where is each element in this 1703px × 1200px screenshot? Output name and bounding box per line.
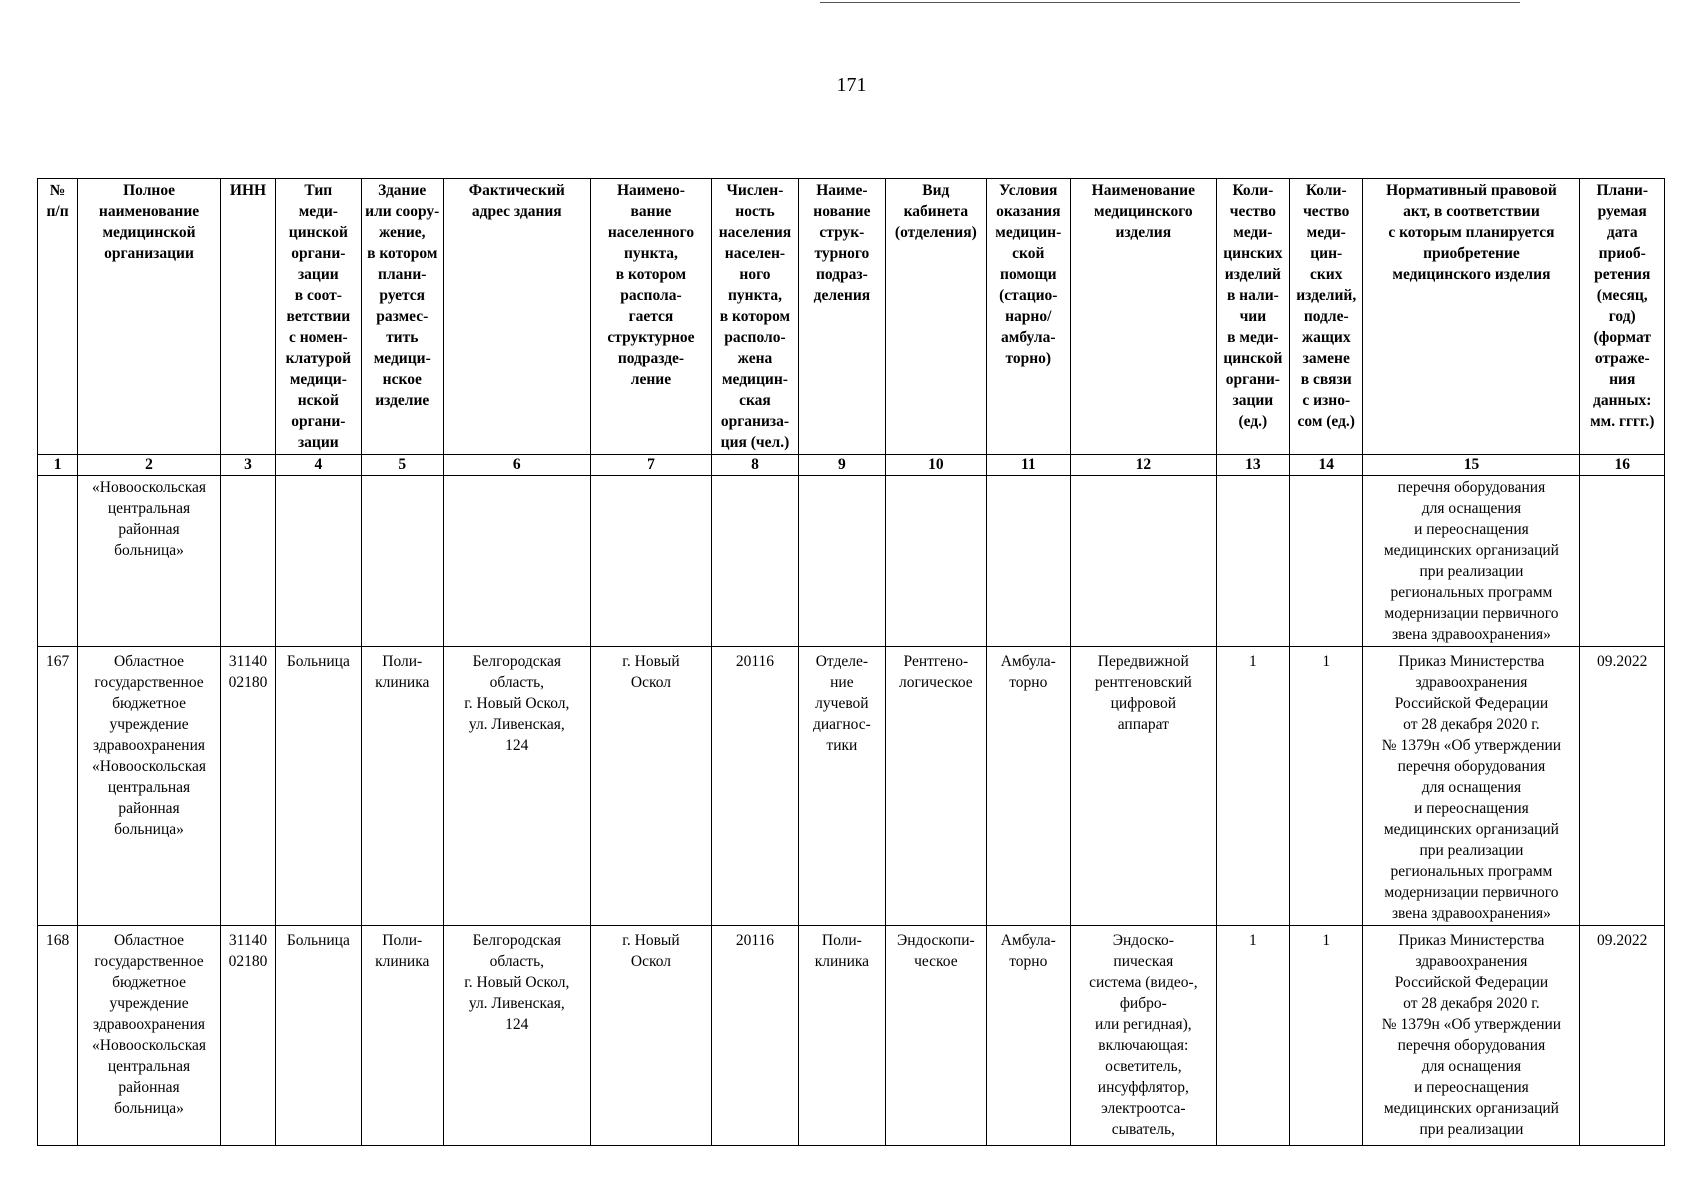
column-number: 8	[712, 455, 798, 476]
cell-number	[38, 476, 78, 647]
cell-date: 09.2022	[1580, 926, 1665, 1146]
cell-locality: г. Новый Оскол	[590, 647, 712, 926]
header-cabinet: Вид кабинета (отделения)	[886, 179, 986, 455]
cell-legal-act: Приказ Министерства здравоохранения Российской Федерации от 28 декабря 2020 г. № 1379н «Об утверждении перечня оборудования для оснащения и переоснащения медицинских организаций при реализации	[1363, 926, 1580, 1146]
column-number: 16	[1580, 455, 1665, 476]
header-org-name: Полное наименование медицинской организации	[78, 179, 221, 455]
cell-org-type: Больница	[276, 926, 361, 1146]
cell-device: Эндоско- пическая система (видео-, фибро- или регидная), включающая: осветитель, инсуффлятор, электроотса- сыватель,	[1070, 926, 1216, 1146]
header-address: Фактический адрес здания	[443, 179, 590, 455]
cell-device: Передвижной рентгеновский цифровой аппарат	[1070, 647, 1216, 926]
cell-locality: г. Новый Оскол	[590, 926, 712, 1146]
cell-population: 20116	[712, 926, 798, 1146]
cell-locality	[590, 476, 712, 647]
column-number: 6	[443, 455, 590, 476]
cell-building	[361, 476, 443, 647]
header-population: Числен- ность населения населен- ного пункта, в котором располо- жена медицин- ская организа- ция (чел.)	[712, 179, 798, 455]
table-row	[38, 926, 1665, 1146]
header-conditions: Условия оказания медицин- ской помощи (стацио- нарно/ амбула- торно)	[986, 179, 1070, 455]
cell-population: 20116	[712, 647, 798, 926]
column-number: 5	[361, 455, 443, 476]
cell-legal-act: Приказ Министерства здравоохранения Российской Федерации от 28 декабря 2020 г. № 1379н «Об утверждении перечня оборудования для оснащения и переоснащения медицинских организаций при реализации региональных программ модернизации первичного звена здравоохранения»	[1363, 647, 1580, 926]
header-inn: ИНН	[220, 179, 275, 455]
cell-number: 167	[38, 647, 78, 926]
column-number: 13	[1216, 455, 1289, 476]
cell-org-type	[276, 476, 361, 647]
cell-qty-available: 1	[1216, 647, 1289, 926]
cell-qty-available	[1216, 476, 1289, 647]
header-legal-act: Нормативный правовой акт, в соответствии с которым планируется приобретение медицинского изделия	[1363, 179, 1580, 455]
cell-legal-act: перечня оборудования для оснащения и переоснащения медицинских организаций при реализации региональных программ модернизации первичного звена здравоохранения»	[1363, 476, 1580, 647]
cell-org-name: Областное государственное бюджетное учреждение здравоохранения «Новооскольская центральная районная больница»	[78, 926, 221, 1146]
cell-unit: Отделе- ние лучевой диагнос- тики	[798, 647, 885, 926]
cell-conditions: Амбула- торно	[986, 926, 1070, 1146]
table-row-continuation	[38, 476, 1665, 647]
cell-org-name: «Новооскольская центральная районная больница»	[78, 476, 221, 647]
cell-conditions: Амбула- торно	[986, 647, 1070, 926]
column-number: 15	[1363, 455, 1580, 476]
header-unit: Наиме- нование струк- турного подраз- деления	[798, 179, 885, 455]
cell-date: 09.2022	[1580, 647, 1665, 926]
cell-date	[1580, 476, 1665, 647]
column-number: 2	[78, 455, 221, 476]
column-number: 10	[886, 455, 986, 476]
cell-inn: 31140 02180	[220, 647, 275, 926]
cell-building: Поли- клиника	[361, 647, 443, 926]
column-number-row	[38, 455, 1665, 476]
top-rule	[820, 2, 1520, 3]
cell-org-name: Областное государственное бюджетное учреждение здравоохранения «Новооскольская центральная районная больница»	[78, 647, 221, 926]
cell-conditions	[986, 476, 1070, 647]
header-building: Здание или соору- жение, в котором плани- руется размес- тить медици- нское изделие	[361, 179, 443, 455]
cell-cabinet	[886, 476, 986, 647]
cell-address	[443, 476, 590, 647]
cell-qty-replace: 1	[1290, 647, 1363, 926]
cell-address: Белгородская область, г. Новый Оскол, ул. Ливенская, 124	[443, 647, 590, 926]
header-number: № п/п	[38, 179, 78, 455]
cell-org-type: Больница	[276, 647, 361, 926]
cell-qty-replace	[1290, 476, 1363, 647]
column-number: 11	[986, 455, 1070, 476]
column-number: 3	[220, 455, 275, 476]
table-row	[38, 647, 1665, 926]
equipment-table	[37, 178, 1665, 1146]
cell-unit	[798, 476, 885, 647]
column-number: 4	[276, 455, 361, 476]
header-qty-available: Коли- чество меди- цинских изделий в нали- чии в меди- цинской органи- зации (ед.)	[1216, 179, 1289, 455]
column-number: 9	[798, 455, 885, 476]
cell-inn	[220, 476, 275, 647]
column-number: 12	[1070, 455, 1216, 476]
cell-qty-available: 1	[1216, 926, 1289, 1146]
column-number: 7	[590, 455, 712, 476]
cell-qty-replace: 1	[1290, 926, 1363, 1146]
cell-building: Поли- клиника	[361, 926, 443, 1146]
cell-cabinet: Эндоскопи- ческое	[886, 926, 986, 1146]
column-number: 14	[1290, 455, 1363, 476]
header-date: Плани- руемая дата приоб- ретения (месяц, год) (формат отраже- ния данных: мм. гггг.)	[1580, 179, 1665, 455]
header-org-type: Тип меди- цинской органи- зации в соот- ветствии с номен- клатурой медици- нской органи- зации	[276, 179, 361, 455]
cell-unit: Поли- клиника	[798, 926, 885, 1146]
cell-population	[712, 476, 798, 647]
cell-number: 168	[38, 926, 78, 1146]
page-number: 171	[836, 74, 867, 96]
cell-address: Белгородская область, г. Новый Оскол, ул. Ливенская, 124	[443, 926, 590, 1146]
header-qty-replace: Коли- чество меди- цин- ских изделий, подле- жащих замене в связи с изно- сом (ед.)	[1290, 179, 1363, 455]
header-locality: Наимено- вание населенного пункта, в котором распола- гается структурное подразде- ление	[590, 179, 712, 455]
cell-device	[1070, 476, 1216, 647]
header-row	[38, 179, 1665, 455]
cell-cabinet: Рентгено- логическое	[886, 647, 986, 926]
column-number: 1	[38, 455, 78, 476]
cell-inn: 31140 02180	[220, 926, 275, 1146]
header-device: Наименование медицинского изделия	[1070, 179, 1216, 455]
